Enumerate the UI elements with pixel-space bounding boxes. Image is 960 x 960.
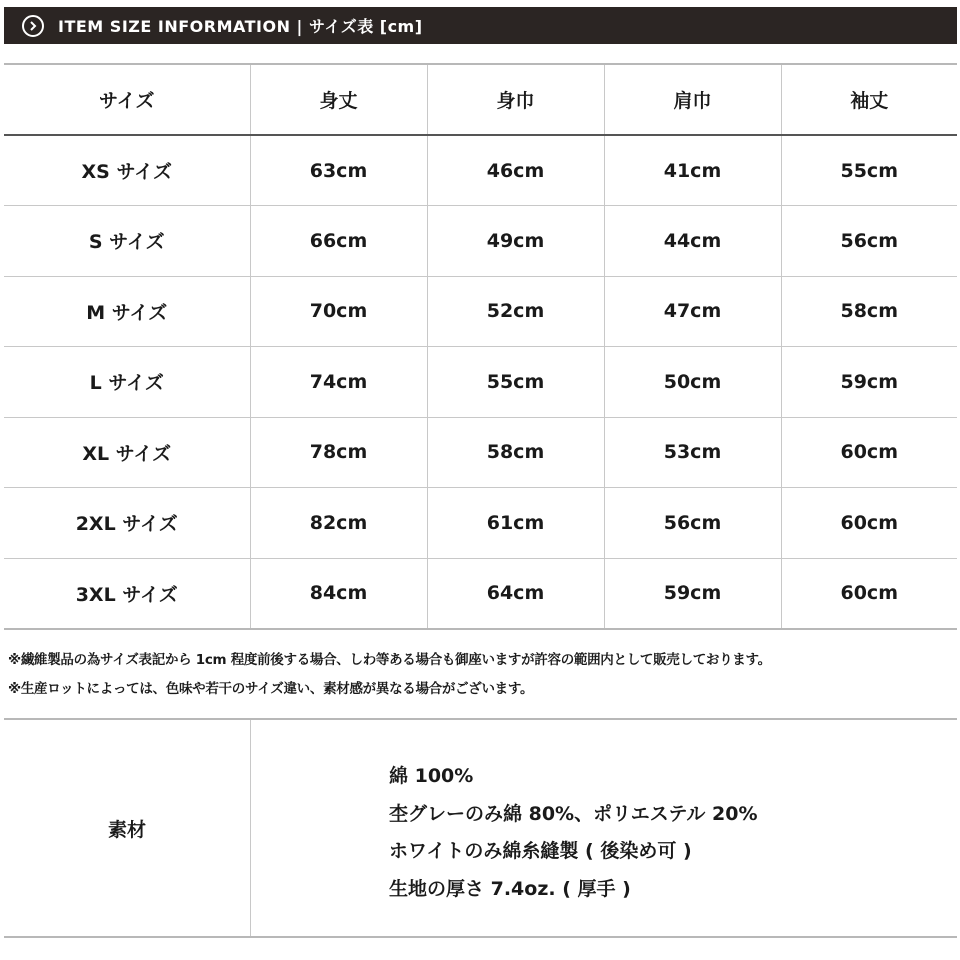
- table-row: [4, 206, 957, 277]
- body-length-cell: 74cm: [250, 347, 427, 418]
- size-label: 3XL サイズ: [4, 558, 250, 629]
- material-line: ホワイトのみ綿糸縫製 ( 後染め可 ): [389, 840, 692, 862]
- shoulder-width-cell: 47cm: [604, 276, 781, 347]
- column-header-body-width: 身巾: [427, 64, 604, 135]
- body-length-cell: 63cm: [250, 135, 427, 206]
- size-table: [4, 63, 957, 630]
- table-row: [4, 558, 957, 629]
- body-width-cell: 55cm: [427, 347, 604, 418]
- shoulder-width-cell: 53cm: [604, 417, 781, 488]
- material-line: 杢グレーのみ綿 80%、ポリエステル 20%: [389, 802, 758, 825]
- size-label: S サイズ: [4, 206, 250, 277]
- shoulder-width-cell: 41cm: [604, 135, 781, 206]
- chevron-right-circle-icon: [22, 15, 44, 37]
- table-row: [4, 135, 957, 206]
- body-width-cell: 49cm: [427, 206, 604, 277]
- size-label: XL サイズ: [4, 417, 250, 488]
- shoulder-width-cell: 59cm: [604, 558, 781, 629]
- material-details: [251, 720, 757, 936]
- sleeve-length-cell: 60cm: [781, 558, 957, 629]
- size-label: M サイズ: [4, 276, 250, 347]
- shoulder-width-cell: 50cm: [604, 347, 781, 418]
- body-length-cell: 82cm: [250, 488, 427, 559]
- size-label: L サイズ: [4, 347, 250, 418]
- sleeve-length-cell: 60cm: [781, 417, 957, 488]
- body-width-cell: 46cm: [427, 135, 604, 206]
- body-width-cell: 58cm: [427, 417, 604, 488]
- table-header-row: [4, 64, 957, 135]
- size-label: XS サイズ: [4, 135, 250, 206]
- body-width-cell: 61cm: [427, 488, 604, 559]
- sleeve-length-cell: 56cm: [781, 206, 957, 277]
- section-header: [4, 7, 957, 44]
- column-header-body-length: 身丈: [250, 64, 427, 135]
- table-row: [4, 276, 957, 347]
- material-line: 綿 100%: [389, 765, 474, 787]
- sleeve-length-cell: 60cm: [781, 488, 957, 559]
- note-line: ※生産ロットによっては、色味や若干のサイズ違い、素材感が異なる場合がございます。: [8, 681, 534, 697]
- column-header-shoulder-width: 肩巾: [604, 64, 781, 135]
- body-width-cell: 64cm: [427, 558, 604, 629]
- section-title: ITEM SIZE INFORMATION | サイズ表 [cm]: [58, 17, 423, 36]
- sleeve-length-cell: 59cm: [781, 347, 957, 418]
- note-line: ※繊維製品の為サイズ表記から 1cm 程度前後する場合、しわ等ある場合も御座いますが許容の範囲内として販売しております。: [8, 652, 771, 668]
- sleeve-length-cell: 55cm: [781, 135, 957, 206]
- material-section: [4, 718, 957, 938]
- body-length-cell: 84cm: [250, 558, 427, 629]
- table-row: [4, 488, 957, 559]
- body-length-cell: 66cm: [250, 206, 427, 277]
- table-row: [4, 417, 957, 488]
- column-header-size: サイズ: [4, 64, 250, 135]
- body-width-cell: 52cm: [427, 276, 604, 347]
- body-length-cell: 78cm: [250, 417, 427, 488]
- shoulder-width-cell: 56cm: [604, 488, 781, 559]
- material-label: 素材: [4, 720, 251, 936]
- body-length-cell: 70cm: [250, 276, 427, 347]
- shoulder-width-cell: 44cm: [604, 206, 781, 277]
- size-label: 2XL サイズ: [4, 488, 250, 559]
- table-row: [4, 347, 957, 418]
- material-line: 生地の厚さ 7.4oz. ( 厚手 ): [389, 877, 631, 900]
- sleeve-length-cell: 58cm: [781, 276, 957, 347]
- notes: [8, 646, 771, 704]
- column-header-sleeve-length: 袖丈: [781, 64, 957, 135]
